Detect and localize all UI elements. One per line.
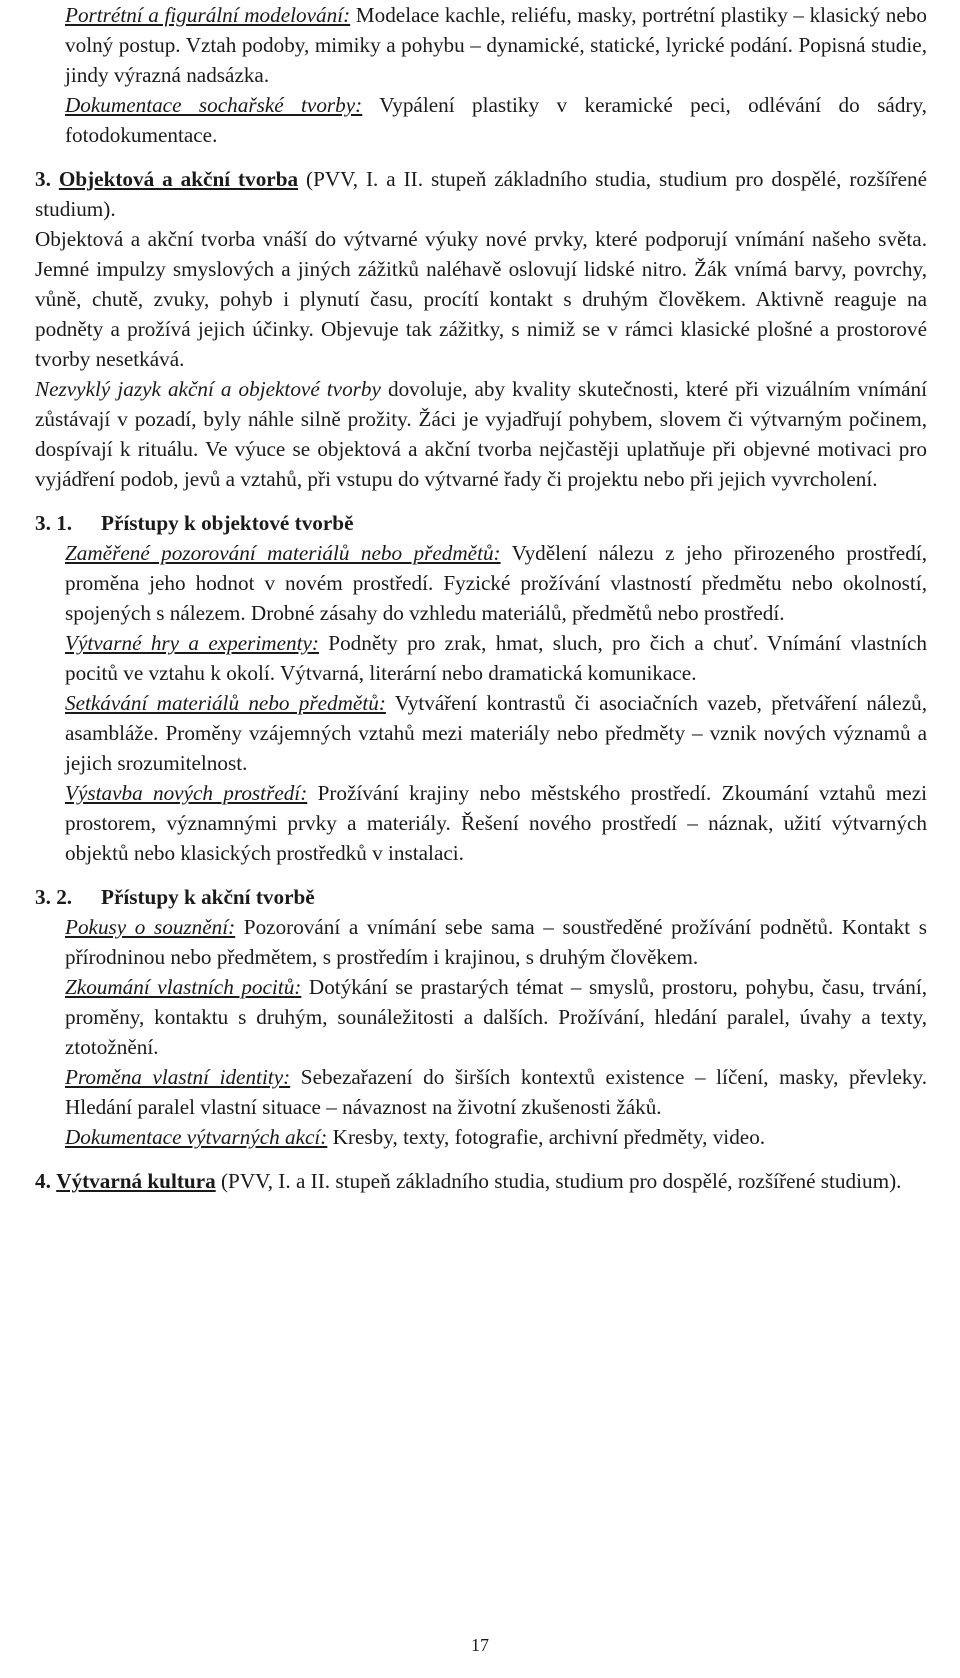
document-page <box>35 0 927 1196</box>
section-3-title: Objektová a akční tvorba <box>58 167 299 191</box>
section-4-heading <box>35 1166 927 1196</box>
section-3-number: 3. <box>35 167 51 191</box>
section-3-1-item <box>35 688 927 778</box>
section-3-paragraph-2-text: dovoluje, aby kvality skutečnosti, které při vizuálním vnímání zůstávají v pozadí, byly náhle silně prožity. Žáci je vyjadřují pohybem, slovem či výtvarným počinem, dospívají k rituálu. Ve výuce se objektová a akční tvorba nejčastěji uplatňuje při objevné motivaci pro vyjádření podob, jevů a vztahů, při vstupu do výtvarné řady či projektu nebo při jejich vyvrcholení. <box>35 377 927 491</box>
section-3-1-item-term: Setkávání materiálů nebo předmětů: <box>65 691 386 715</box>
section-3-2-item-term: Proměna vlastní identity: <box>65 1065 291 1089</box>
sculpture-documentation-paragraph <box>35 90 927 150</box>
section-3-2-item-text: Kresby, texty, fotografie, archivní předměty, video. <box>327 1125 766 1149</box>
section-3-2-item-term: Zkoumání vlastních pocitů: <box>65 975 302 999</box>
section-3-1-item-term: Zaměřené pozorování materiálů nebo předmětů: <box>65 541 501 565</box>
section-3-2-item-term: Dokumentace výtvarných akcí: <box>65 1125 328 1149</box>
section-3-1-item <box>35 778 927 868</box>
section-3-1-item <box>35 538 927 628</box>
section-3-2-item-text: Dotýkání se prastarých témat – smyslů, prostoru, pohybu, času, trvání, proměny, kontaktu s druhým, sounáležitosti a dalších. Prožívání, hledání paralel, úvahy a texty, ztotožnění. <box>65 975 927 1059</box>
section-3-1-item-text: Podněty pro zrak, hmat, sluch, pro čich a chuť. Vnímání vlastních pocitů ve vztahu k okolí. Výtvarná, literární nebo dramatická komunikace. <box>65 631 927 685</box>
section-3-2-heading <box>35 882 927 912</box>
section-3-1-item-text: Prožívání krajiny nebo městského prostředí. Zkoumání vztahů mezi prostorem, významnými prvky a materiály. Řešení nového prostředí – náznak, užití výtvarných objektů nebo klasických prostředků v instalaci. <box>65 781 928 865</box>
sculpture-documentation-text: Vypálení plastiky v keramické peci, odlévání do sádry, fotodokumentace. <box>65 93 927 147</box>
section-3-paragraph-2 <box>35 374 927 494</box>
section-3-1-title: Přístupy k objektové tvorbě <box>101 511 354 535</box>
section-3-paragraph-2-italic: Nezvyklý jazyk akční a objektové tvorby <box>35 377 381 401</box>
section-3-heading <box>35 164 927 224</box>
section-3-2-item <box>35 912 927 972</box>
section-3-2-item <box>35 972 927 1062</box>
page-number: 17 <box>471 1635 489 1655</box>
portrait-modeling-text: Modelace kachle, reliéfu, masky, portrétní plastiky – klasický nebo volný postup. Vztah podoby, mimiky a pohybu – dynamické, statické, lyrické podání. Popisná studie, jindy výrazná nadsázka. <box>65 3 927 87</box>
section-3-paragraph-1: Objektová a akční tvorba vnáší do výtvarné výuky nové prvky, které podporují vnímání našeho světa. Jemné impulzy smyslových a jiných zážitků naléhavě oslovují lidské nitro. Žák vnímá barvy, povrchy, vůně, chutě, zvuky, pohyb i plynutí času, procítí kontakt s druhým člověkem. Aktivně reaguje na podněty a prožívá jejich účinky. Objevuje tak zážitky, s nimiž se v rámci klasické plošné a prostorové tvorby nesetkává. <box>35 227 927 371</box>
section-4-number: 4. <box>35 1169 51 1193</box>
section-3-1-item-text: Vydělení nálezu z jeho přirozeného prostředí, proměna jeho hodnot v novém prostředí. Fyzické prožívání vlastností předmětu nebo okolností, spojených s nálezem. Drobné zásahy do vzhledu materiálů, předmětů nebo prostředí. <box>65 541 927 625</box>
section-3-2-item <box>35 1122 927 1152</box>
section-3-1-item-text: Vytváření kontrastů či asociačních vazeb, přetváření nálezů, asambláže. Proměny vzájemných vztahů mezi materiály nebo předměty – vznik nových významů a jejich srozumitelnost. <box>65 691 928 775</box>
portrait-modeling-paragraph <box>35 0 927 90</box>
section-3-2-item-term: Pokusy o souznění: <box>65 915 236 939</box>
section-3-subtitle: (PVV, I. a II. stupeň základního studia, studium pro dospělé, rozšířené studium). <box>35 167 927 221</box>
section-3-1-heading <box>35 508 927 538</box>
portrait-modeling-term: Portrétní a figurální modelování: <box>65 3 351 27</box>
sculpture-documentation-term: Dokumentace sochařské tvorby: <box>65 93 363 117</box>
section-3-1-item-term: Výstavba nových prostředí: <box>65 781 308 805</box>
section-3-2-number: 3. 2. <box>35 885 73 909</box>
section-3-2-item-text: Sebezařazení do širších kontextů existence – líčení, masky, převleky. Hledání paralel vlastní situace – návaznost na životní zkušenosti žáků. <box>65 1065 928 1119</box>
section-3-2-title: Přístupy k akční tvorbě <box>101 885 315 909</box>
section-3-2-item <box>35 1062 927 1122</box>
section-4-subtitle: (PVV, I. a II. stupeň základního studia, studium pro dospělé, rozšířené studium). <box>215 1169 902 1193</box>
section-3-1-item-term: Výtvarné hry a experimenty: <box>65 631 319 655</box>
section-4-title: Výtvarná kultura <box>56 1169 216 1193</box>
section-3-1-item <box>35 628 927 688</box>
section-3-2-item-text: Pozorování a vnímání sebe sama – soustředěné prožívání podnětů. Kontakt s přírodninou nebo předmětem, s prostředím i krajinou, s druhým člověkem. <box>65 915 927 969</box>
section-3-1-number: 3. 1. <box>35 511 73 535</box>
